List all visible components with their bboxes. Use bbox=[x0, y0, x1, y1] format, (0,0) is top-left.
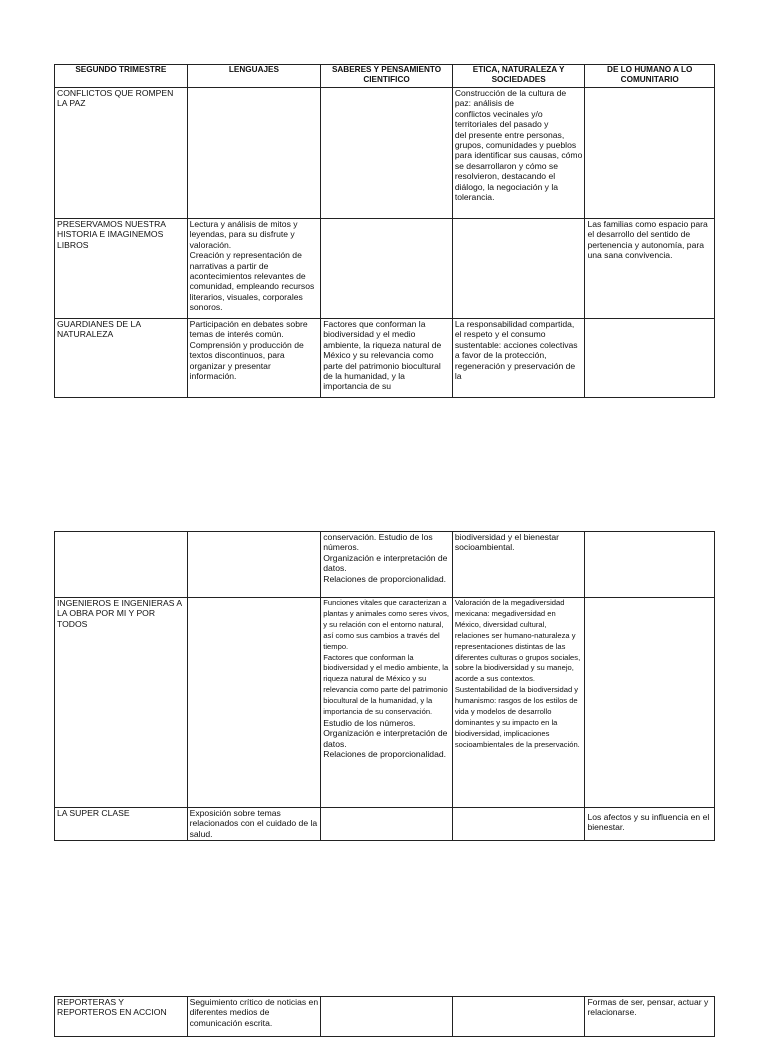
project-name: PRESERVAMOS NUESTRA HISTORIA E IMAGINEMOS LIBROS bbox=[55, 219, 188, 319]
etica-text: Construcción de la cultura de paz: análisis de conflictos vecinales y/o territoriales del pasado y del presente entre personas, grupos, comunidades y pueblos para identificar sus causas, cómo se desarrollaron y cómo se resolvieron, destacando el diálogo, la negociación y la tolerancia. bbox=[454, 88, 583, 203]
lenguajes-text: Participación en debates sobre temas de interés común. Comprensión y producción de textos discontinuos, para organizar y presentar información. bbox=[189, 319, 308, 382]
saberes-cell bbox=[321, 219, 453, 319]
etica-text: Valoración de la megadiversidad mexicana: megadiversidad en México, diversidad cultural, relaciones ser humano-naturaleza y representaciones distintas de las diferentes culturas o grupos sociales, sobre la biodiversidad y su manejo, acorde a sus contextos. Sustentabilidad de la biodiversidad y humanismo: rasgos de los estilos de vida y modelos de desarrollo dominantes y su impacto en la biodiversidad, implicaciones socioambientales de la preservación. bbox=[454, 598, 581, 749]
header-saberes: SABERES Y PENSAMIENTO CIENTIFICO bbox=[321, 65, 453, 88]
etica-cell bbox=[452, 598, 585, 808]
lenguajes-cell: Seguimiento crítico de noticias en diferentes medios de comunicación escrita. bbox=[187, 997, 321, 1037]
project-name: LA SUPER CLASE bbox=[55, 808, 188, 841]
humano-cell bbox=[585, 319, 715, 398]
lenguajes-text: Lectura y análisis de mitos y leyendas, para su disfrute y valoración. Creación y representación de narrativas a partir de acontecimientos relevantes de comunidad, empleando recursos literarios, visuales, corporales sonoros. bbox=[189, 219, 315, 313]
table-row bbox=[55, 997, 715, 1037]
table-row bbox=[55, 219, 715, 319]
table-row bbox=[55, 532, 715, 598]
saberes-text-small: Funciones vitales que caracterizan a plantas y animales como seres vivos, y su relación con el entorno natural, así como sus cambios a través del tiempo. Factores que conforman la biodiversidad y el medio ambiente, la riqueza natural de México y su relevancia como parte del patrimonio biocultural de la humanidad, y la importancia de su conservación. bbox=[323, 598, 450, 717]
project-name: REPORTERAS Y REPORTEROS EN ACCION bbox=[55, 997, 188, 1037]
humano-cell: Las familias como espacio para el desarrollo del sentido de pertenencia y autonomía, para una sana convivencia. bbox=[585, 219, 715, 319]
etica-cell bbox=[452, 88, 585, 219]
project-name: INGENIEROS E INGENIERAS A LA OBRA POR MI Y POR TODOS bbox=[55, 598, 188, 808]
saberes-text: Estudio de los números. Organización e interpretación de datos. Relaciones de proporcionalidad. bbox=[323, 717, 448, 760]
curriculum-table-page-1 bbox=[54, 64, 715, 398]
lenguajes-cell: Exposición sobre temas relacionados con el cuidado de la salud. bbox=[187, 808, 321, 841]
curriculum-table-page-2 bbox=[54, 531, 715, 841]
header-lenguajes: LENGUAJES bbox=[187, 65, 321, 88]
lenguajes-cell bbox=[187, 532, 321, 598]
project-name: GUARDIANES DE LA NATURALEZA bbox=[55, 319, 188, 398]
etica-cell: La responsabilidad compartida, el respeto y el consumo sustentable: acciones colectivas a favor de la protección, regeneración y preservación de la bbox=[452, 319, 585, 398]
lenguajes-cell bbox=[187, 88, 321, 219]
humano-text: Los afectos y su influencia en el bienestar. bbox=[587, 812, 710, 833]
saberes-cell bbox=[321, 532, 453, 598]
saberes-text: conservación. Estudio de los números. Organización e interpretación de datos. Relaciones de proporcionalidad. bbox=[323, 532, 448, 584]
saberes-cell bbox=[321, 997, 453, 1037]
saberes-cell bbox=[321, 598, 453, 808]
etica-cell bbox=[452, 997, 585, 1037]
curriculum-table-page-3 bbox=[54, 996, 715, 1037]
etica-cell: biodiversidad y el bienestar socioambiental. bbox=[452, 532, 585, 598]
lenguajes-cell bbox=[187, 319, 321, 398]
header-humano: DE LO HUMANO A LO COMUNITARIO bbox=[585, 65, 715, 88]
lenguajes-cell bbox=[187, 219, 321, 319]
table-row bbox=[55, 319, 715, 398]
table-header-row bbox=[55, 65, 715, 88]
etica-cell bbox=[452, 808, 585, 841]
humano-cell bbox=[585, 808, 715, 841]
saberes-cell bbox=[321, 808, 453, 841]
project-name bbox=[55, 532, 188, 598]
table-row bbox=[55, 598, 715, 808]
project-name: CONFLICTOS QUE ROMPEN LA PAZ bbox=[55, 88, 188, 219]
humano-cell: Formas de ser, pensar, actuar y relacionarse. bbox=[585, 997, 715, 1037]
lenguajes-cell bbox=[187, 598, 321, 808]
saberes-cell: Factores que conforman la biodiversidad y el medio ambiente, la riqueza natural de México y su relevancia como parte del patrimonio biocultural de la humanidad, y la importancia de su bbox=[321, 319, 453, 398]
etica-cell bbox=[452, 219, 585, 319]
humano-cell bbox=[585, 88, 715, 219]
header-etica: ETICA, NATURALEZA Y SOCIEDADES bbox=[452, 65, 585, 88]
table-row bbox=[55, 808, 715, 841]
humano-cell bbox=[585, 532, 715, 598]
humano-cell bbox=[585, 598, 715, 808]
table-row bbox=[55, 88, 715, 219]
saberes-cell bbox=[321, 88, 453, 219]
header-segundo-trimestre: SEGUNDO TRIMESTRE bbox=[55, 65, 188, 88]
